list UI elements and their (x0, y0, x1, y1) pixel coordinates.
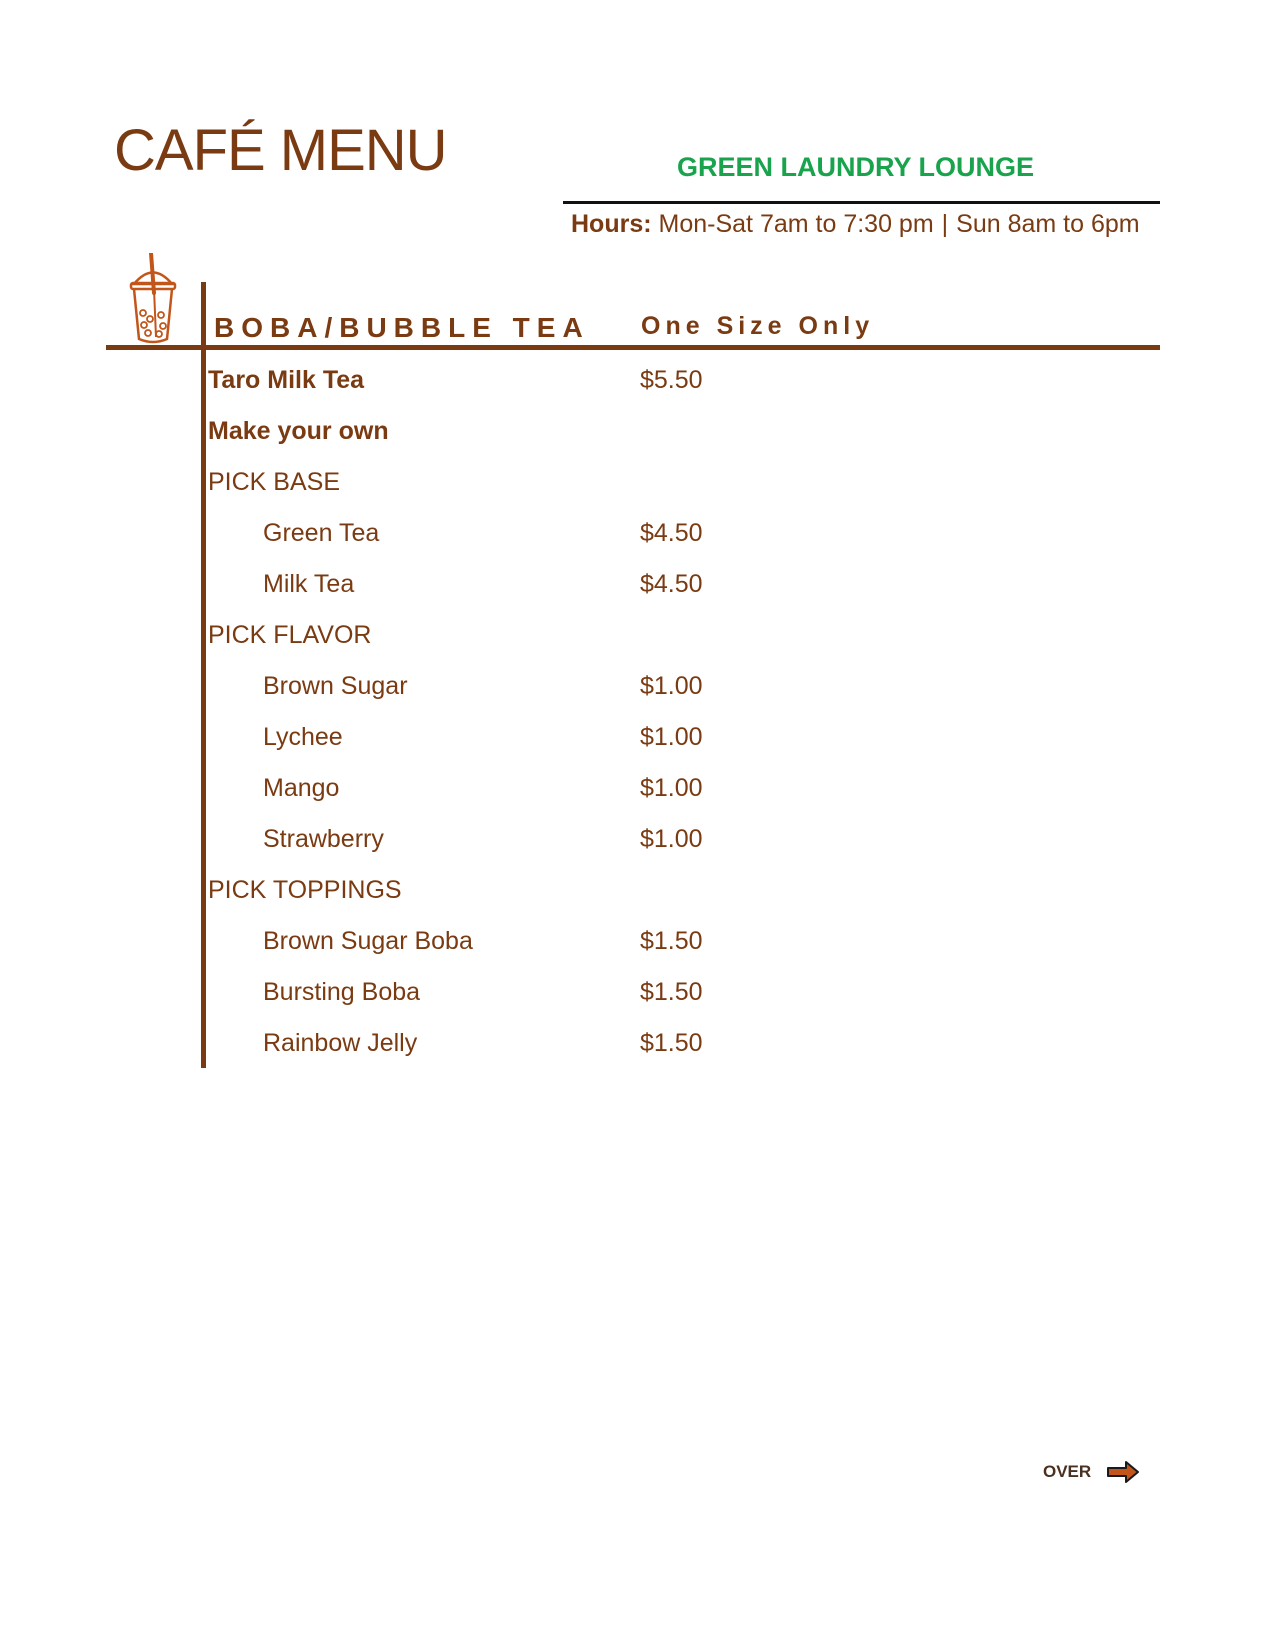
group-pick-flavor (208, 615, 808, 666)
section-heading: BOBA/BUBBLE TEA (214, 312, 590, 343)
group-pick-base (208, 462, 808, 513)
item-price: $1.00 (640, 825, 703, 853)
menu-item-green-tea (208, 513, 808, 564)
venue-name: GREEN LAUNDRY LOUNGE (676, 152, 1035, 182)
menu-item-mango (208, 768, 808, 819)
item-name: Brown Sugar (263, 672, 408, 700)
menu-item-lychee (208, 717, 808, 768)
hours-label: Hours: (571, 210, 652, 238)
group-label: PICK BASE (208, 468, 340, 496)
item-name: Make your own (208, 417, 389, 445)
over-label: OVER (1043, 1462, 1092, 1481)
menu-item-make-your-own (208, 411, 808, 462)
arrow-right-icon (1106, 1460, 1140, 1484)
item-price: $4.50 (640, 570, 703, 598)
menu-item-bursting-boba (208, 972, 808, 1023)
item-price: $5.50 (640, 366, 703, 394)
vertical-rule (201, 282, 206, 1068)
menu-item-brown-sugar-boba (208, 921, 808, 972)
item-name: Green Tea (263, 519, 380, 547)
hours-line (571, 210, 1140, 239)
hours-divider: | (941, 210, 949, 238)
menu-list (208, 360, 808, 1074)
group-pick-toppings (208, 870, 808, 921)
item-price: $1.50 (640, 927, 703, 955)
item-price: $1.50 (640, 978, 703, 1006)
item-name: Mango (263, 774, 340, 802)
menu-item-milk-tea (208, 564, 808, 615)
group-label: PICK TOPPINGS (208, 876, 402, 904)
item-name: Strawberry (263, 825, 384, 853)
item-price: $1.00 (640, 774, 703, 802)
item-name: Lychee (263, 723, 343, 751)
venue-divider (563, 201, 1160, 204)
menu-item-strawberry (208, 819, 808, 870)
size-note: One Size Only (641, 312, 875, 340)
hours-sunday: Sun 8am to 6pm (956, 210, 1140, 238)
hours-weekday: Mon-Sat 7am to 7:30 pm (658, 210, 934, 238)
section-rule (106, 345, 1160, 350)
item-price: $1.00 (640, 672, 703, 700)
menu-item-brown-sugar (208, 666, 808, 717)
group-label: PICK FLAVOR (208, 621, 372, 649)
menu-item-taro-milk-tea (208, 360, 808, 411)
item-price: $4.50 (640, 519, 703, 547)
item-name: Milk Tea (263, 570, 355, 598)
menu-title: CAFÉ MENU (114, 118, 447, 183)
menu-item-rainbow-jelly (208, 1023, 808, 1074)
item-name: Bursting Boba (263, 978, 421, 1006)
item-price: $1.00 (640, 723, 703, 751)
item-price: $1.50 (640, 1029, 703, 1057)
item-name: Taro Milk Tea (208, 366, 365, 394)
boba-cup-icon (128, 253, 178, 345)
item-name: Rainbow Jelly (263, 1029, 418, 1057)
item-name: Brown Sugar Boba (263, 927, 473, 955)
